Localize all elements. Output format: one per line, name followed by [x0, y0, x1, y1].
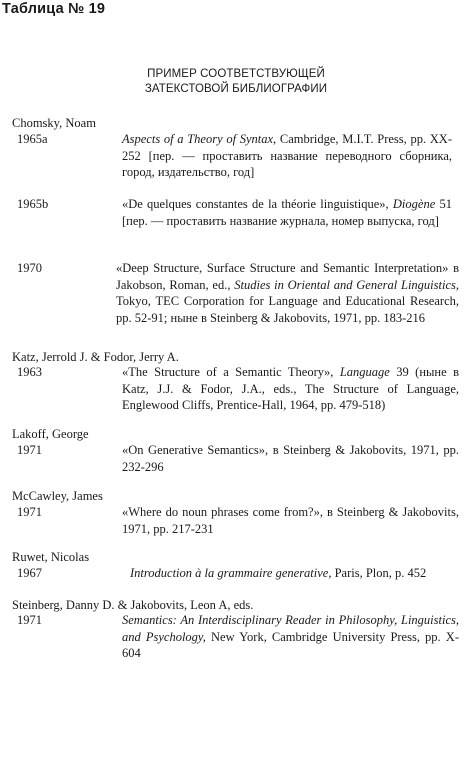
heading-line-2: ЗАТЕКСТОВОЙ БИБЛИОГРАФИИ — [144, 83, 328, 95]
reference-title: Studies in Oriental and General Linguistics, — [234, 277, 459, 292]
reference-tail: Tokyo, TEC Corporation for Language and Educational Research, pp. 52-91; ныне в Steinberg & Jakobovits, 1971, pp. 183-216 — [116, 294, 459, 325]
table-label: Таблица № 19 — [2, 1, 106, 17]
author-lakoff: Lakoff, George — [12, 427, 89, 441]
reference-tail: 39 (ныне в Katz, J.J. & Fodor, J.A., eds., The Structure of Language, Englewood Cliffs, Prentice-Hall, 1964, pp. 479-518) — [122, 365, 459, 412]
author-mccawley: McCawley, James — [12, 489, 103, 503]
reference-tail: Cambridge, M.I.T. Press, pp. XX-252 [пер. — проставить название переводного сборника, город, издательство, год] — [122, 132, 452, 179]
entry-reference — [122, 196, 452, 229]
entry-year: 1965a — [17, 132, 48, 146]
reference-head: «De quelques constantes de la théorie linguistique», — [122, 197, 393, 211]
entry-year: 1971 — [17, 443, 42, 457]
reference-title: Diogène — [392, 197, 436, 211]
reference-title: Introduction à la grammaire generative, — [130, 566, 332, 580]
entry-reference — [116, 260, 459, 326]
entry-year: 1971 — [17, 505, 42, 519]
entry-year: 1967 — [17, 566, 42, 580]
reference-tail: 51 [пер. — проставить название журнала, номер выпуска, год] — [122, 197, 452, 228]
entry-reference — [122, 504, 459, 537]
entry-year: 1971 — [17, 613, 42, 627]
reference-head: «Deep Structure, Surface Structure and Semantic Interpretation» в Jakobson, Roman, ed., — [116, 261, 459, 292]
author-chomsky: Chomsky, Noam — [12, 116, 96, 130]
heading-line-1: ПРИМЕР СООТВЕТСТВУЮЩЕЙ — [147, 68, 325, 80]
entry-year: 1970 — [17, 261, 42, 275]
reference-tail: Paris, Plon, p. 452 — [331, 566, 427, 580]
entry-reference — [122, 131, 452, 181]
reference-head: «The Structure of a Semantic Theory», — [122, 365, 340, 379]
author-ruwet: Ruwet, Nicolas — [12, 550, 90, 564]
entry-reference — [122, 364, 459, 414]
entry-year: 1963 — [17, 365, 42, 379]
entry-year: 1965b — [17, 197, 49, 211]
reference-tail: New York, Cambridge University Press, pp. X-604 — [122, 629, 459, 660]
reference-title: Language — [339, 365, 390, 379]
author-katz-fodor: Katz, Jerrold J. & Fodor, Jerry A. — [12, 350, 179, 364]
reference-title: Aspects of a Theory of Syntax, — [122, 132, 277, 146]
entry-reference — [130, 565, 459, 582]
entry-reference — [122, 612, 459, 662]
author-steinberg-jakobovits: Steinberg, Danny D. & Jakobovits, Leon A, eds. — [12, 598, 254, 612]
reference-title: Semantics: An Interdisciplinary Reader in Philosophy, Linguistics, and Psychology, — [122, 613, 459, 644]
entry-reference — [122, 442, 459, 475]
reference-head: «On Generative Semantics», в Steinberg & Jakobovits, 1971, pp. 232-296 — [122, 443, 459, 474]
reference-head: «Where do noun phrases come from?», в Steinberg & Jakobovits, 1971, pp. 217-231 — [122, 505, 459, 536]
